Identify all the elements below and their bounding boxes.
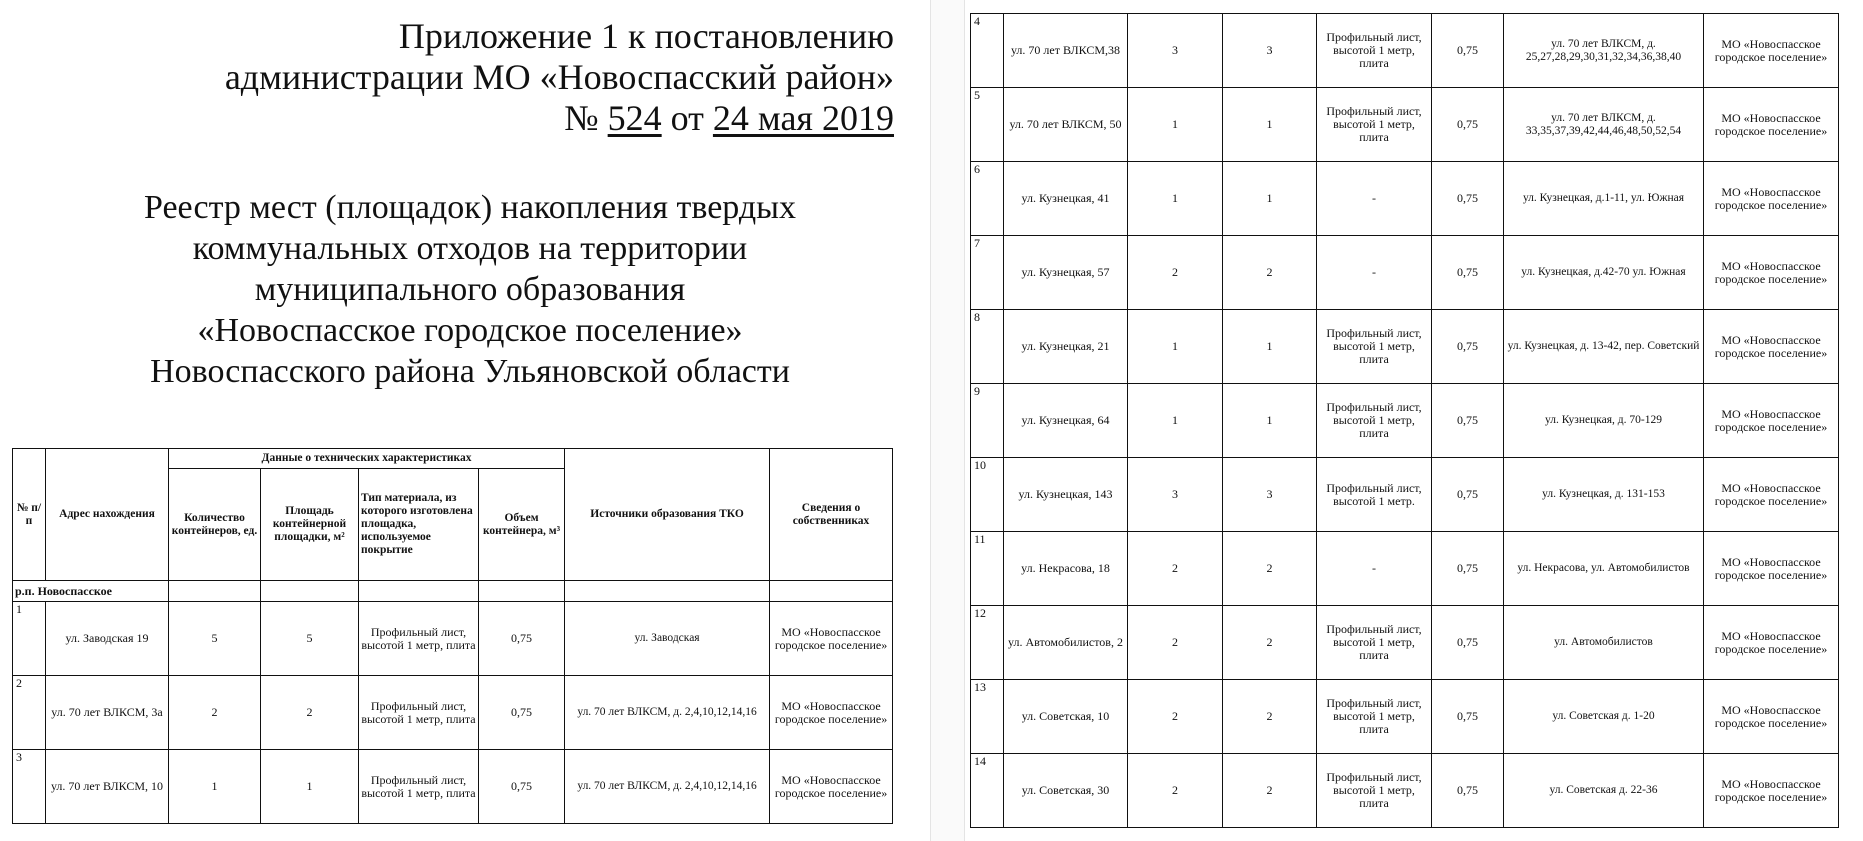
registry-table-part-2 bbox=[970, 13, 1839, 828]
volume-cell: 0,75 bbox=[1432, 236, 1504, 310]
owner-cell: МО «Новоспасское городское поселение» bbox=[770, 602, 893, 676]
material-cell: - bbox=[1317, 532, 1432, 606]
material-cell: Профильный лист, высотой 1 метр, плита bbox=[1317, 14, 1432, 88]
address-cell: ул. Некрасова, 18 bbox=[1004, 532, 1128, 606]
sources-cell: ул. Кузнецкая, д. 70-129 bbox=[1504, 384, 1704, 458]
row-number: 1 bbox=[13, 602, 46, 676]
title-line-1: Реестр мест (площадок) накопления твердых bbox=[143, 189, 796, 226]
area-cell: 3 bbox=[1223, 458, 1317, 532]
area-cell: 5 bbox=[261, 602, 359, 676]
address-cell: ул. Кузнецкая, 64 bbox=[1004, 384, 1128, 458]
sources-cell: ул. Кузнецкая, д. 13-42, пер. Советский bbox=[1504, 310, 1704, 384]
row-number: 12 bbox=[971, 606, 1004, 680]
left-page bbox=[0, 0, 930, 841]
table-row bbox=[971, 606, 1839, 680]
row-number: 6 bbox=[971, 162, 1004, 236]
material-cell: Профильный лист, высотой 1 метр, плита bbox=[1317, 310, 1432, 384]
containers-cell: 3 bbox=[1128, 14, 1223, 88]
title-line-4: «Новоспасское городское поселение» bbox=[197, 312, 743, 349]
date-prefix: от bbox=[670, 98, 704, 138]
containers-cell: 5 bbox=[169, 602, 261, 676]
owner-cell: МО «Новоспасское городское поселение» bbox=[1704, 236, 1839, 310]
containers-cell: 2 bbox=[1128, 606, 1223, 680]
row-number: 13 bbox=[971, 680, 1004, 754]
row-number: 8 bbox=[971, 310, 1004, 384]
header-tech-group: Данные о технических характеристиках bbox=[169, 449, 565, 469]
table-row bbox=[971, 88, 1839, 162]
containers-cell: 1 bbox=[1128, 384, 1223, 458]
table-row bbox=[971, 236, 1839, 310]
area-cell: 1 bbox=[1223, 162, 1317, 236]
address-cell: ул. 70 лет ВЛКСМ,38 bbox=[1004, 14, 1128, 88]
sources-cell: ул. Некрасова, ул. Автомобилистов bbox=[1504, 532, 1704, 606]
title-line-5: Новоспасского района Ульяновской области bbox=[150, 353, 790, 390]
sources-cell: ул. 70 лет ВЛКСМ, д. 33,35,37,39,42,44,46,48,50,52,54 bbox=[1504, 88, 1704, 162]
containers-cell: 1 bbox=[1128, 88, 1223, 162]
page-gap bbox=[930, 0, 965, 841]
appendix-line-1: Приложение 1 к постановлению bbox=[398, 16, 894, 56]
address-cell: ул. Автомобилистов, 2 bbox=[1004, 606, 1128, 680]
right-page bbox=[965, 0, 1863, 841]
material-cell: Профильный лист, высотой 1 метр, плита bbox=[359, 602, 479, 676]
material-cell: Профильный лист, высотой 1 метр. bbox=[1317, 458, 1432, 532]
table-row bbox=[971, 680, 1839, 754]
header-area: Площадь контейнерной площадки, м² bbox=[261, 469, 359, 581]
decree-date: 24 мая 2019 bbox=[712, 98, 894, 138]
containers-cell: 2 bbox=[169, 676, 261, 750]
area-cell: 2 bbox=[1223, 680, 1317, 754]
area-cell: 1 bbox=[261, 750, 359, 824]
owner-cell: МО «Новоспасское городское поселение» bbox=[770, 750, 893, 824]
row-number: 9 bbox=[971, 384, 1004, 458]
containers-cell: 2 bbox=[1128, 532, 1223, 606]
owner-cell: МО «Новоспасское городское поселение» bbox=[1704, 14, 1839, 88]
area-cell: 1 bbox=[1223, 384, 1317, 458]
address-cell: ул. 70 лет ВЛКСМ, 10 bbox=[46, 750, 169, 824]
material-cell: Профильный лист, высотой 1 метр, плита bbox=[359, 750, 479, 824]
material-cell: Профильный лист, высотой 1 метр, плита bbox=[1317, 754, 1432, 828]
sources-cell: ул. Советская д. 1-20 bbox=[1504, 680, 1704, 754]
material-cell: Профильный лист, высотой 1 метр, плита bbox=[1317, 680, 1432, 754]
appendix-line-2: администрации МО «Новоспасский район» bbox=[224, 57, 894, 97]
area-cell: 2 bbox=[1223, 606, 1317, 680]
owner-cell: МО «Новоспасское городское поселение» bbox=[1704, 310, 1839, 384]
sources-cell: ул. Автомобилистов bbox=[1504, 606, 1704, 680]
title-line-2: коммунальных отходов на территории bbox=[192, 230, 748, 267]
registry-table-part-1 bbox=[12, 448, 893, 824]
containers-cell: 2 bbox=[1128, 236, 1223, 310]
owner-cell: МО «Новоспасское городское поселение» bbox=[1704, 88, 1839, 162]
address-cell: ул. 70 лет ВЛКСМ, 50 bbox=[1004, 88, 1128, 162]
sources-cell: ул. Кузнецкая, д.1-11, ул. Южная bbox=[1504, 162, 1704, 236]
owner-cell: МО «Новоспасское городское поселение» bbox=[1704, 754, 1839, 828]
owner-cell: МО «Новоспасское городское поселение» bbox=[770, 676, 893, 750]
header-containers: Количество контейнеров, ед. bbox=[169, 469, 261, 581]
address-cell: ул. Кузнецкая, 41 bbox=[1004, 162, 1128, 236]
row-number: 14 bbox=[971, 754, 1004, 828]
material-cell: Профильный лист, высотой 1 метр, плита bbox=[359, 676, 479, 750]
area-cell: 2 bbox=[1223, 236, 1317, 310]
material-cell: Профильный лист, высотой 1 метр, плита bbox=[1317, 606, 1432, 680]
volume-cell: 0,75 bbox=[1432, 14, 1504, 88]
volume-cell: 0,75 bbox=[1432, 384, 1504, 458]
address-cell: ул. Советская, 10 bbox=[1004, 680, 1128, 754]
containers-cell: 2 bbox=[1128, 680, 1223, 754]
sources-cell: ул. 70 лет ВЛКСМ, д. 25,27,28,29,30,31,32,34,36,38,40 bbox=[1504, 14, 1704, 88]
row-number: 7 bbox=[971, 236, 1004, 310]
material-cell: Профильный лист, высотой 1 метр, плита bbox=[1317, 384, 1432, 458]
area-cell: 2 bbox=[1223, 754, 1317, 828]
header-num: № п/п bbox=[13, 449, 46, 581]
locality-row bbox=[13, 581, 893, 602]
volume-cell: 0,75 bbox=[1432, 606, 1504, 680]
title-line-3: муниципального образования bbox=[254, 271, 686, 308]
owner-cell: МО «Новоспасское городское поселение» bbox=[1704, 680, 1839, 754]
containers-cell: 1 bbox=[1128, 162, 1223, 236]
material-cell: Профильный лист, высотой 1 метр, плита bbox=[1317, 88, 1432, 162]
header-volume: Объем контейнера, м³ bbox=[479, 469, 565, 581]
row-number: 2 bbox=[13, 676, 46, 750]
containers-cell: 2 bbox=[1128, 754, 1223, 828]
table-row bbox=[971, 458, 1839, 532]
appendix-line-3 bbox=[34, 98, 894, 139]
area-cell: 3 bbox=[1223, 14, 1317, 88]
volume-cell: 0,75 bbox=[1432, 162, 1504, 236]
volume-cell: 0,75 bbox=[1432, 532, 1504, 606]
owner-cell: МО «Новоспасское городское поселение» bbox=[1704, 606, 1839, 680]
owner-cell: МО «Новоспасское городское поселение» bbox=[1704, 532, 1839, 606]
address-cell: ул. Советская, 30 bbox=[1004, 754, 1128, 828]
row-number: 4 bbox=[971, 14, 1004, 88]
volume-cell: 0,75 bbox=[1432, 88, 1504, 162]
sources-cell: ул. 70 лет ВЛКСМ, д. 2,4,10,12,14,16 bbox=[565, 676, 770, 750]
sources-cell: ул. 70 лет ВЛКСМ, д. 2,4,10,12,14,16 bbox=[565, 750, 770, 824]
volume-cell: 0,75 bbox=[1432, 458, 1504, 532]
table-row bbox=[971, 162, 1839, 236]
header-sources: Источники образования ТКО bbox=[565, 449, 770, 581]
table-row bbox=[971, 384, 1839, 458]
row-number: 10 bbox=[971, 458, 1004, 532]
registry-title bbox=[70, 187, 870, 392]
volume-cell: 0,75 bbox=[1432, 754, 1504, 828]
sources-cell: ул. Кузнецкая, д.42-70 ул. Южная bbox=[1504, 236, 1704, 310]
area-cell: 2 bbox=[261, 676, 359, 750]
table-row bbox=[13, 602, 893, 676]
volume-cell: 0,75 bbox=[1432, 680, 1504, 754]
volume-cell: 0,75 bbox=[479, 750, 565, 824]
address-cell: ул. Кузнецкая, 57 bbox=[1004, 236, 1128, 310]
row-number: 5 bbox=[971, 88, 1004, 162]
table-row bbox=[13, 676, 893, 750]
decree-number: 524 bbox=[607, 98, 662, 138]
table-row bbox=[971, 754, 1839, 828]
header-owners: Сведения о собственниках bbox=[770, 449, 893, 581]
header-address: Адрес нахождения bbox=[46, 449, 169, 581]
locality-label: р.п. Новоспасское bbox=[13, 581, 169, 602]
containers-cell: 3 bbox=[1128, 458, 1223, 532]
sources-cell: ул. Кузнецкая, д. 131-153 bbox=[1504, 458, 1704, 532]
area-cell: 2 bbox=[1223, 532, 1317, 606]
table-row bbox=[13, 750, 893, 824]
owner-cell: МО «Новоспасское городское поселение» bbox=[1704, 384, 1839, 458]
table-row bbox=[971, 310, 1839, 384]
containers-cell: 1 bbox=[1128, 310, 1223, 384]
area-cell: 1 bbox=[1223, 88, 1317, 162]
header-material: Тип материала, из которого изготовлена площадка, используемое покрытие bbox=[359, 469, 479, 581]
address-cell: ул. Заводская 19 bbox=[46, 602, 169, 676]
material-cell: - bbox=[1317, 236, 1432, 310]
volume-cell: 0,75 bbox=[1432, 310, 1504, 384]
address-cell: ул. 70 лет ВЛКСМ, 3а bbox=[46, 676, 169, 750]
number-prefix: № bbox=[564, 98, 599, 138]
row-number: 3 bbox=[13, 750, 46, 824]
table-row bbox=[971, 532, 1839, 606]
material-cell: - bbox=[1317, 162, 1432, 236]
sources-cell: ул. Заводская bbox=[565, 602, 770, 676]
volume-cell: 0,75 bbox=[479, 676, 565, 750]
appendix-header bbox=[34, 16, 894, 139]
owner-cell: МО «Новоспасское городское поселение» bbox=[1704, 162, 1839, 236]
area-cell: 1 bbox=[1223, 310, 1317, 384]
sources-cell: ул. Советская д. 22-36 bbox=[1504, 754, 1704, 828]
address-cell: ул. Кузнецкая, 21 bbox=[1004, 310, 1128, 384]
table-body-right bbox=[971, 14, 1839, 828]
containers-cell: 1 bbox=[169, 750, 261, 824]
table-row bbox=[971, 14, 1839, 88]
row-number: 11 bbox=[971, 532, 1004, 606]
volume-cell: 0,75 bbox=[479, 602, 565, 676]
table-body-left bbox=[13, 602, 893, 824]
owner-cell: МО «Новоспасское городское поселение» bbox=[1704, 458, 1839, 532]
address-cell: ул. Кузнецкая, 143 bbox=[1004, 458, 1128, 532]
